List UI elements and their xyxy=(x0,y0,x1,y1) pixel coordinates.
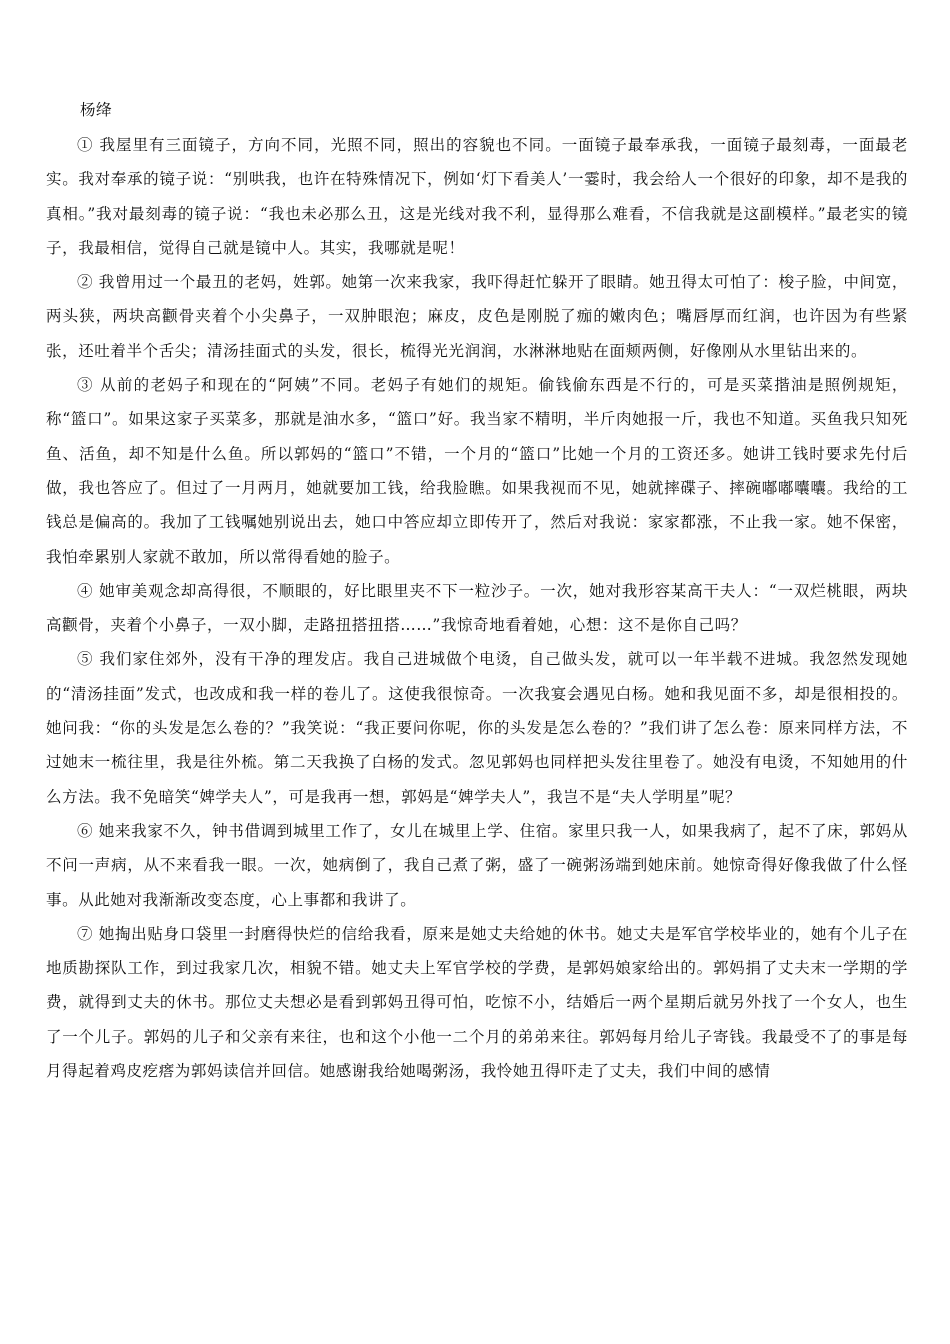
paragraph-3: ③ 从前的老妈子和现在的“阿姨”不同。老妈子有她们的规矩。偷钱偷东西是不行的，可是买菜揩油是照例规矩，称“篮口”。如果这家子买菜多，那就是油水多，“篮口”好。我当家不精明，半斤肉她报一斤，我也不知道。买鱼我只知死鱼、活鱼，却不知是什么鱼。所以郭妈的“篮口”不错，一个月的“篮口”比她一个月的工资还多。她讲工钱时要求先付后做，我也答应了。但过了一月两月，她就要加工钱，给我脸瞧。如果我视而不见，她就摔碟子、摔碗嘟嘟囔囔。我给的工钱总是偏高的。我加了工钱嘱她别说出去，她口中答应却立即传开了，然后对我说：家家都涨，不止我一家。她不保密，我怕牵累别人家就不敢加，所以常得看她的脸子。 xyxy=(46,376,908,566)
article-body xyxy=(46,128,908,1088)
paragraph-6: ⑥ 她来我家不久，钟书借调到城里工作了，女儿在城里上学、住宿。家里只我一人，如果我病了，起不了床，郭妈从不问一声病，从不来看我一眼。一次，她病倒了，我自己煮了粥，盛了一碗粥汤端到她床前。她惊奇得好像我做了什么怪事。从此她对我渐渐改变态度，心上事都和我讲了。 xyxy=(46,821,908,909)
paragraph-1: ① 我屋里有三面镜子，方向不同，光照不同，照出的容貌也不同。一面镜子最奉承我，一面镜子最刻毒，一面最老实。我对奉承的镜子说：“别哄我，也许在特殊情况下，例如‘灯下看美人’一霎时，我会给人一个很好的印象，却不是我的真相。”我对最刻毒的镜子说：“我也未必那么丑，这是光线对我不利，显得那么难看，不信我就是这副模样。”最老实的镜子，我最相信，觉得自己就是镜中人。其实，我哪就是呢！ xyxy=(46,136,908,257)
author-name: 杨绛 xyxy=(80,101,113,119)
paragraph-2: ② 我曾用过一个最丑的老妈，姓郭。她第一次来我家，我吓得赶忙躲开了眼睛。她丑得太可怕了：梭子脸，中间宽，两头狭，两块高颧骨夹着个小尖鼻子，一双肿眼泡；麻皮，皮色是刚脱了痂的嫩肉色；嘴唇厚而红润，也许因为有些紧张，还吐着半个舌尖；清汤挂面式的头发，很长，梳得光光润润，水淋淋地贴在面颊两侧，好像刚从水里钻出来的。 xyxy=(46,273,908,360)
paragraph-5: ⑤ 我们家住郊外，没有干净的理发店。我自己进城做个电烫，自己做头发，就可以一年半载不进城。我忽然发现她的“清汤挂面”发式，也改成和我一样的卷儿了。这使我很惊奇。一次我宴会遇见白杨。她和我见面不多，却是很相投的。她问我：“你的头发是怎么卷的？”我笑说：“我正要问你呢，你的头发是怎么卷的？”我们讲了怎么卷：原来同样方法，不过她末一梳往里，我是往外梳。第二天我换了白杨的发式。忽见郭妈也同样把头发往里卷了。她没有电烫，不知她用的什么方法。我不免暗笑“婢学夫人”，可是我再一想，郭妈是“婢学夫人”，我岂不是“夫人学明星”呢？ xyxy=(46,650,908,806)
paragraph-7: ⑦ 她掏出贴身口袋里一封磨得快烂的信给我看，原来是她丈夫给她的休书。她丈夫是军官学校毕业的，她有个儿子在地质勘探队工作，到过我家几次，相貌不错。她丈夫上军官学校的学费，是郭妈娘家给出的。郭妈捐了丈夫末一学期的学费，就得到丈夫的休书。那位丈夫想必是看到郭妈丑得可怕，吃惊不小，结婚后一两个星期后就另外找了一个女人，也生了一个儿子。郭妈的儿子和父亲有来往，也和这个小他一二个月的弟弟来往。郭妈每月给儿子寄钱。我最受不了的事是每月得起着鸡皮疙瘩为郭妈读信并回信。她感谢我给她喝粥汤，我怜她丑得吓走了丈夫，我们中间的感情 xyxy=(46,924,908,1081)
paragraph-4: ④ 她审美观念却高得很，不顺眼的，好比眼里夹不下一粒沙子。一次，她对我形容某高干夫人：“一双烂桃眼，两块高颧骨，夹着个小鼻子，一双小脚，走路扭搭扭搭……”我惊奇地看着她，心想：这不是你自己吗？ xyxy=(46,581,908,635)
